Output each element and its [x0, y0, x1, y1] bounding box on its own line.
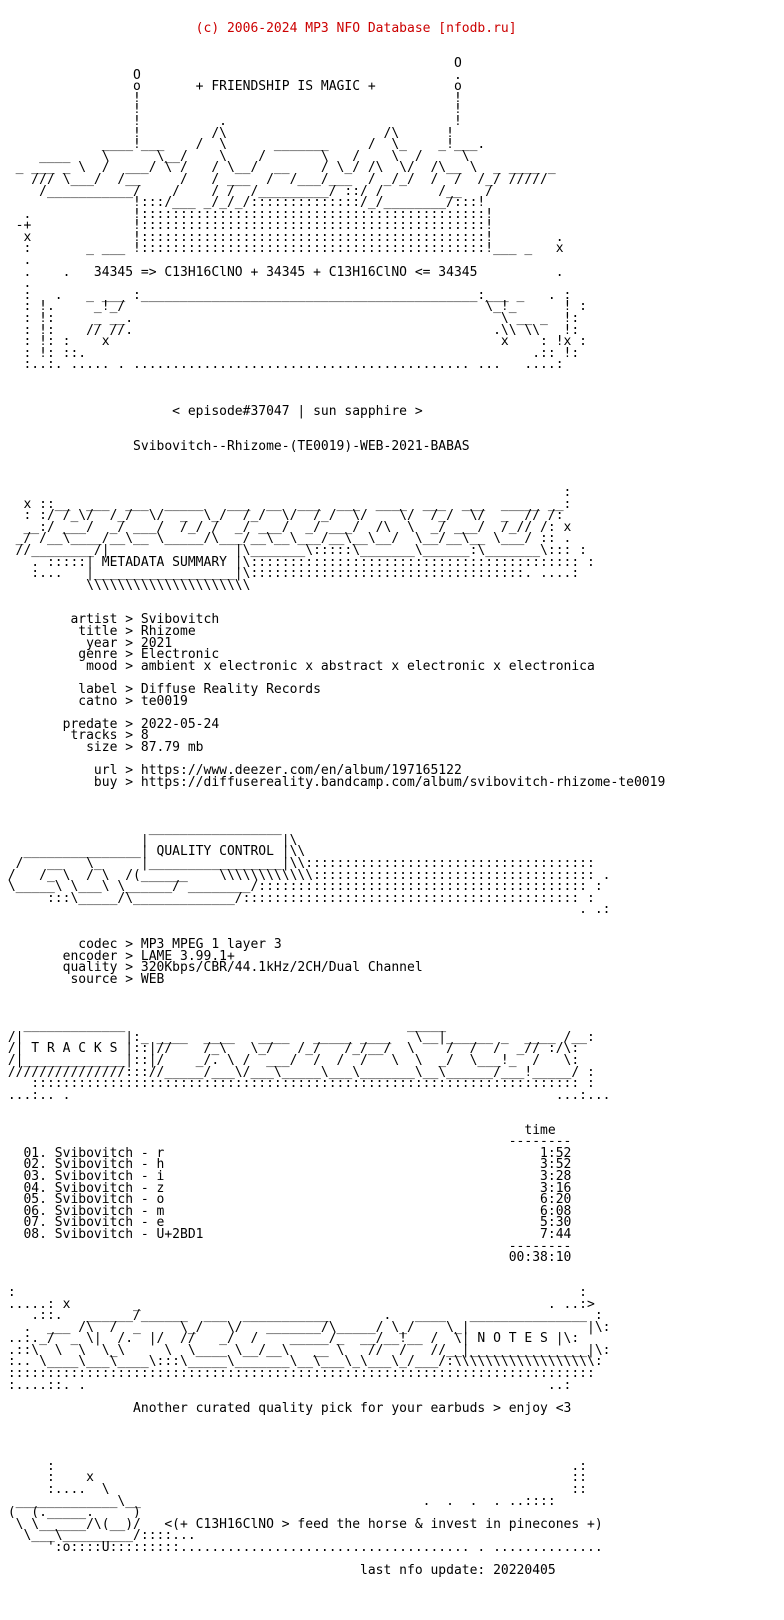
nfo-line: :.. \____\___\____\:::\_____\_______\__\___\_\___\_/___/:\\\\\\\\\\\\\\\\\\: [0, 1354, 603, 1370]
nfo-line: /| |:_ ____ ____ ____ _____ ____ \__|______ _ ____ /__: [0, 1029, 595, 1045]
nfo-line: _____________\__ . . . . ..:::: [0, 1493, 556, 1509]
nfo-line: : .: [0, 1458, 587, 1474]
nfo-line: :..:. ..... . ........................................... ... ....: [0, 357, 564, 373]
nfo-line: .::\ \ \ \_\ \ \____ \__/__\ __ \ // / //__|_______________|\: [0, 1342, 611, 1358]
nfo-line [0, 371, 784, 383]
nfo-line: . !::::::::::::::::::::::::::::::::::::::::::::! [0, 206, 494, 222]
nfo-line: : !. _!_/ \_!_ ! : [0, 299, 587, 315]
nfo-body [0, 55, 784, 1579]
nfo-line: year > 2021 [0, 635, 173, 651]
nfo-line: : !: _ __. \ __ _ !: [0, 311, 580, 327]
nfo-line [0, 464, 784, 476]
nfo-line: catno > te0019 [0, 693, 188, 709]
nfo-line: :... |__________________|\:::::::::::::::::::::::::::::::::::. ....: [0, 566, 580, 582]
nfo-line: time [0, 1122, 556, 1138]
nfo-line: : !: // //. .\\ \\ !: [0, 322, 580, 338]
nfo-line [0, 1414, 784, 1426]
nfo-line: predate > 2022-05-24 [0, 716, 220, 732]
nfo-line: url > https://www.deezer.com/en/album/197165122 [0, 763, 462, 779]
nfo-line: 06. Svibovitch - m 6:08 [0, 1203, 572, 1219]
nfo-line: . . 34345 => C13H16ClNO + 34345 + C13H16ClNO <= 34345 . [0, 264, 564, 280]
nfo-line: ! . ! [0, 113, 462, 129]
nfo-line: 02. Svibovitch - h 3:52 [0, 1157, 572, 1173]
nfo-line: . [0, 276, 32, 292]
nfo-line [0, 1438, 784, 1450]
nfo-line: Svibovitch--Rhizome-(TE0019)-WEB-2021-BABAS [0, 438, 470, 454]
nfo-line: \___\_________/::::... [0, 1528, 196, 1544]
nfo-line: O [0, 55, 462, 71]
nfo-line: source > WEB [0, 971, 165, 987]
nfo-line: . [0, 253, 32, 269]
nfo-line [0, 985, 784, 997]
nfo-line: ( (._____. ) [0, 1505, 141, 1521]
nfo-line: : !: ::. .:: !: [0, 345, 580, 361]
nfo-line: / __ \_ |_________________|\\::::::::::::::::::::::::::::::::::::: [0, 855, 595, 871]
nfo-line: ///////////////::://_____/___\/___\_____\___\_______\__\______/___!_____/ : [0, 1064, 595, 1080]
nfo-line: 00:38:10 [0, 1250, 572, 1266]
nfo-line [0, 1101, 784, 1113]
nfo-line [0, 997, 784, 1009]
nfo-line: . .: [0, 902, 611, 918]
nfo-line: / /_ \ / \ /(______ \\\\\\\\\\\\:::::::::::::::::::::::::::::::::::: . [0, 867, 611, 883]
nfo-line: 05. Svibovitch - o 6:20 [0, 1192, 572, 1208]
nfo-line: ...:.. . ...:... [0, 1087, 611, 1103]
nfo-line: 04. Svibovitch - z 3:16 [0, 1180, 572, 1196]
nfo-line: -------- [0, 1134, 572, 1150]
nfo-line: !:::/___ _/_/_/::::::::::::::/_/________/:::! [0, 195, 486, 211]
nfo-line: o + FRIENDSHIP IS MAGIC + o [0, 79, 462, 95]
nfo-line [0, 916, 784, 928]
nfo-line: .::. ______/______ ___ ___________ . ____ _______________ : [0, 1308, 603, 1324]
nfo-line: : _ ___ !::::::::::::::::::::::::::::::::::::::::::::!___ _ x [0, 241, 564, 257]
nfo-line: :::\_____/\_____________/::::::::::::::::::::::::::::::::::::::::::: : [0, 890, 595, 906]
nfo-line: _____________ _____ [0, 1018, 447, 1034]
nfo-line: :.... \ :: [0, 1482, 587, 1497]
nfo-line: 03. Svibovitch - i 3:28 [0, 1168, 572, 1184]
nfo-line: ! ! [0, 90, 462, 106]
nfo-line: ____!___ / \ _______ / \_ _!___. [0, 137, 486, 153]
nfo-line [0, 452, 784, 464]
nfo-line: : : [0, 1284, 587, 1300]
nfo-line: _/ /__\____/__\__ \_____/\___/__\__\___/__\__\__/ \__/__\__ \___/ :: . [0, 531, 572, 547]
nfo-line: /|_____________|::|/ _/. \ / ___/ / / / \ \ _/ \___!_ / \: [0, 1053, 580, 1069]
nfo-line: title > Rhizome [0, 624, 196, 640]
nfo-line: /| T R A C K S |::|// /_\ \_/ /_/ /_/__/ \ / / / _// :/\: [0, 1041, 580, 1057]
nfo-line: label > Diffuse Reality Records [0, 682, 321, 698]
nfo-line: .....: x _ . ..:> [0, 1296, 595, 1312]
nfo-line: : :/ /_\/ /_/ \/ _ \_/ /_/ \/ /_/ \/ \/ /_/ \/ _ // /: [0, 508, 564, 524]
nfo-line: :....::. . ..: [0, 1377, 572, 1393]
nfo-line: ':o::::U:::::::::..................................... . .............. [0, 1539, 603, 1555]
nfo-line: tracks > 8 [0, 728, 149, 744]
nfodb-header: (c) 2006-2024 MP3 NFO Database [nfodb.ru] [0, 21, 517, 37]
nfo-line: ..:._/ _ \| /. |/ // _/ / _____/_ __/__!__ / \| N O T E S |\: [0, 1331, 580, 1347]
nfo-line: : x :: [0, 1470, 587, 1486]
nfo-line: /// \___/ /__ / / ___ / /___/___ / _/_/ / / /_/ ///// [0, 171, 548, 187]
nfo-line: \_____\ \___\ \______/ ________/:::::::::::::::::::::::::::::::::::::::::: : [0, 879, 603, 895]
nfo-line: buy > https://diffusereality.bandcamp.com/album/svibovitch-rhizome-te0019 [0, 774, 666, 790]
nfo-line: Another curated quality pick for your earbuds > enjoy <3 [0, 1400, 572, 1416]
nfo-line: mood > ambient x electronic x abstract x electronic x electronica [0, 658, 595, 674]
nfo-line: /___________/ / / / /_________/ ::/ / /__ / [0, 183, 494, 199]
nfo-line: 07. Svibovitch - e 5:30 [0, 1215, 572, 1231]
nfo-line: : !: : x x : !x : [0, 334, 587, 350]
nfo-line: __:/ ___/ _/ ___/ /_/ / _/ ___/ _/ ___/ /\ \ _/ ___/ /_// /: x [0, 519, 572, 535]
nfo-line: 01. Svibovitch - r 1:52 [0, 1145, 572, 1161]
nfo-line: -------- [0, 1238, 572, 1254]
nfo-line [0, 800, 784, 812]
nfo-line [0, 383, 784, 395]
nfo-line: _ ___ _ \ / ___/ \ / / \__/ __ / \_/ /\ \/ /\__ \ _ ____ _ [0, 160, 556, 176]
nfo-line [0, 417, 784, 429]
nfo-line: ::::::::::::::::::::::::::::::::::::::::::::::::::::::::::::::::::::::::::: [0, 1366, 595, 1382]
nfo-line: ! ! [0, 102, 462, 118]
nfo-line: genre > Electronic [0, 647, 220, 663]
nfo-line: x ::__ ___ ___ _____ ___ __ ___ ___ ____ ___ ___ _____ __: [0, 496, 572, 512]
nfo-line [0, 1264, 784, 1276]
nfo-line: . ___ /\ / _ \_/ \/ _______/\_____/ \_/ \_| |\: [0, 1319, 611, 1335]
nfo-line: : . _ ___ :___________________________________________:___ _ . : [0, 287, 572, 303]
nfo-line: \ \______/\(__)/ <(+ C13H16ClNO > feed the horse & invest in pinecones +) [0, 1516, 603, 1532]
nfo-line: ____ \ \__/ \ / \ / \ / \ [0, 148, 470, 164]
nfo-line: encoder > LAME 3.99.1+ [0, 948, 235, 964]
nfo-line: codec > MP3 MPEG 1 layer 3 [0, 937, 282, 953]
nfo-line: artist > Svibovitch [0, 612, 220, 628]
nfo-line: quality > 320Kbps/CBR/44.1kHz/2CH/Dual Channel [0, 960, 423, 976]
nfo-line: last nfo update: 20220405 [0, 1563, 556, 1579]
nfo-line: -+ !::::::::::::::::::::::::::::::::::::::::::::! [0, 218, 494, 234]
nfo-line: _________________ [0, 821, 282, 837]
nfo-line [0, 1426, 784, 1438]
nfo-line: size > 87.79 mb [0, 740, 204, 755]
nfo-line: x !::::::::::::::::::::::::::::::::::::::::::::! . [0, 229, 564, 245]
nfo-line: O . [0, 67, 462, 83]
nfo-line [0, 591, 784, 603]
nfo-line: _______________| QUALITY CONTROL |\\ [0, 844, 306, 860]
nfo-line: . :::::| METADATA SUMMARY |\:::::::::::::::::::::::::::::::::::::::::: : [0, 554, 595, 570]
nfo-line: < episode#37047 | sun sapphire > [0, 403, 423, 419]
nfo-line: 08. Svibovitch - U+2BD1 7:44 [0, 1226, 572, 1242]
nfo-line: :::::::::::::::::::::::::::::::::::::::::::::::::::::::::::::::::::::: : [0, 1076, 595, 1092]
nfo-line: ! /\ /\ ! [0, 125, 454, 141]
nfo-line: | |\ [0, 832, 298, 848]
nfo-line: //________/| |\_______\:::::\_______\______:\_______\::: : [0, 542, 587, 558]
nfo-line: \\\\\\\\\\\\\\\\\\\\\ [0, 577, 251, 593]
nfo-line [0, 788, 784, 800]
nfo-line: : [0, 484, 572, 500]
